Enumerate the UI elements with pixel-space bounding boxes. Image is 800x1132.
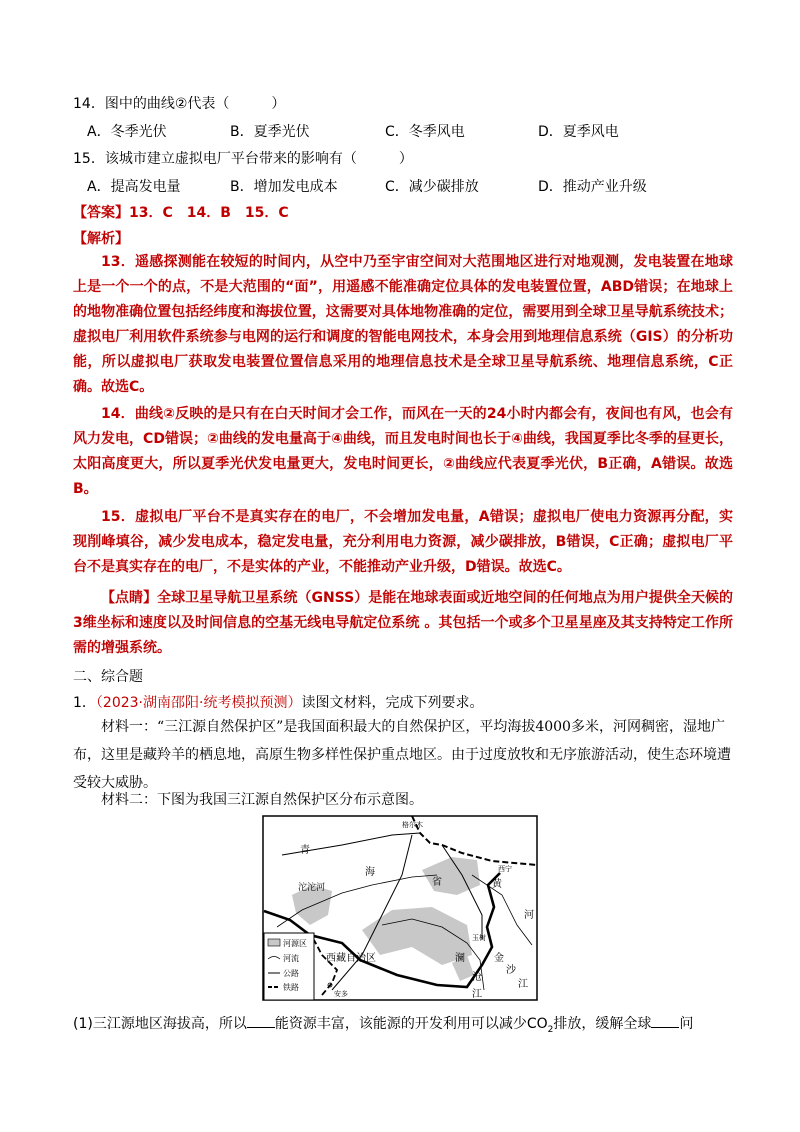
sub1-part-d: 问	[679, 1016, 694, 1032]
analysis-tag: 【解析】	[73, 231, 129, 247]
q14-stem: 14．图中的曲线②代表（ ）	[73, 96, 286, 112]
map-label-qing: 青	[300, 845, 310, 856]
q1-number: 1．	[73, 695, 96, 711]
q14-option-a: A．冬季光伏	[87, 124, 167, 140]
map-label-hai: 海	[365, 867, 375, 878]
q14-option-d: D．夏季风电	[538, 124, 619, 140]
legend-label-source: 河源区	[283, 939, 307, 948]
map-label-he: 河	[524, 910, 534, 921]
section2-q1-line	[73, 693, 483, 713]
analysis-13: 13．遥感探测能在较短的时间内，从空中乃至宇宙空间对大范围地区进行对地观测，发电装置在地球上是一个一个的点，不是大范围的“面”，用遥感不能准确定位具体的发电装置位置，ABD错误；在地球上的地物准确位置包括经纬度和海拔位置，这需要对具体地物准确的定位，需要用到全球卫星导航系统技术；虚拟电厂利用软件系统参与电网的运行和调度的智能电网技术，本身会用到地理信息系统（GIS）的分析功能，所以虚拟电厂获取发电装置位置信息采用的地理信息技术是全球卫星导航系统、地理信息系统，C正确。故选C。	[73, 254, 733, 395]
answer-blank-2[interactable]	[651, 1013, 679, 1028]
material-1: 材料一：“三江源自然保护区”是我国面积最大的自然保护区，平均海拔4000多米，河网稠密，湿地广布，这里是藏羚羊的栖息地，高原生物多样性保护重点地区。由于过度放牧和无序旅游活动，使生态环境遭受较大威胁。	[73, 719, 731, 791]
map-label-tuotuo: 沱沱河	[298, 883, 326, 893]
sub1-subscript: 2	[547, 1024, 554, 1035]
q15-stem: 15．该城市建立虚拟电厂平台带来的影响有（ ）	[73, 151, 413, 167]
map-label-tibet: 西藏自治区	[326, 953, 376, 964]
sub1-part-c: 排放，缓解全球	[553, 1016, 652, 1032]
point-text: 全球卫星导航卫星系统（GNSS）是能在地球表面或近地空间的任何地点为用户提供全天候的3维坐标和速度以及时间信息的空基无线电导航定位系统 。其包括一个或多个卫星星座及其支持特定工作所需的增强系统。	[73, 590, 733, 656]
map-label-lan: 澜	[455, 953, 465, 964]
q15-option-a: A．提高发电量	[87, 179, 181, 195]
q1-source: （2023·湖南邵阳·统考模拟预测）	[95, 695, 302, 711]
map-label-anduo: 安多	[334, 990, 348, 998]
map-label-jiang-2: 江	[518, 979, 528, 990]
sanjiangyuan-map	[262, 815, 538, 1001]
q15-option-d: D．推动产业升级	[538, 179, 647, 195]
map-label-cang: 沧	[472, 972, 482, 983]
answer-blank-1[interactable]	[247, 1013, 275, 1028]
map-label-yushu: 玉树	[472, 934, 486, 942]
map-label-golmud: 格尔木	[402, 821, 423, 829]
sub1-part-b: 能资源丰富，该能源的开发利用可以减少CO	[274, 1016, 548, 1032]
subquestion-1	[73, 1013, 693, 1040]
legend-label-river: 河流	[283, 954, 299, 963]
q15-option-c: C．减少碳排放	[385, 179, 479, 195]
map-label-sheng: 省	[432, 877, 442, 888]
map-label-jin: 金	[494, 953, 504, 964]
q14-option-b: B．夏季光伏	[230, 124, 310, 140]
q14-option-c: C．冬季风电	[385, 124, 465, 140]
map-label-jiang-1: 江	[472, 989, 482, 1000]
section2-title: 二、综合题	[73, 669, 143, 685]
analysis-15: 15．虚拟电厂平台不是真实存在的电厂，不会增加发电量，A错误；虚拟电厂使电力资源再分配，实现削峰填谷，减少发电成本，稳定发电量，充分利用电力资源，减少碳排放，B错误，C正确；虚拟电厂平台不是真实存在的电厂，不是实体的产业，不能推动产业升级，D错误。故选C。	[73, 509, 733, 575]
map-label-sha: 沙	[506, 965, 516, 976]
analysis-14: 14．曲线②反映的是只有在白天时间才会工作，而风在一天的24小时内都会有，夜间也有风，也会有风力发电，CD错误；②曲线的发电量高于④曲线，而且发电时间也长于④曲线，我国夏季比冬季的昼更长，太阳高度更大，所以夏季光伏发电量更大，发电时间更长，②曲线应代表夏季光伏，B正确，A错误。故选B。	[73, 406, 733, 497]
legend-label-rail: 铁路	[283, 983, 299, 992]
point-paragraph	[73, 586, 733, 661]
answer-tag: 【答案】	[73, 205, 129, 221]
map-label-xining: 西宁	[498, 865, 512, 873]
answer-text: 13．C 14．B 15．C	[129, 205, 289, 221]
sub1-part-a: (1)三江源地区海拔高，所以	[73, 1016, 247, 1032]
answer-line	[73, 203, 289, 223]
legend-swatch-source	[268, 939, 280, 946]
q1-stem: 读图文材料，完成下列要求。	[301, 695, 484, 711]
legend-label-road: 公路	[283, 969, 299, 978]
material-2: 材料二：下图为我国三江源自然保护区分布示意图。	[101, 792, 423, 808]
point-tag: 【点睛】	[101, 590, 158, 606]
q15-option-b: B．增加发电成本	[230, 179, 338, 195]
map-label-huang: 黄	[492, 879, 502, 890]
